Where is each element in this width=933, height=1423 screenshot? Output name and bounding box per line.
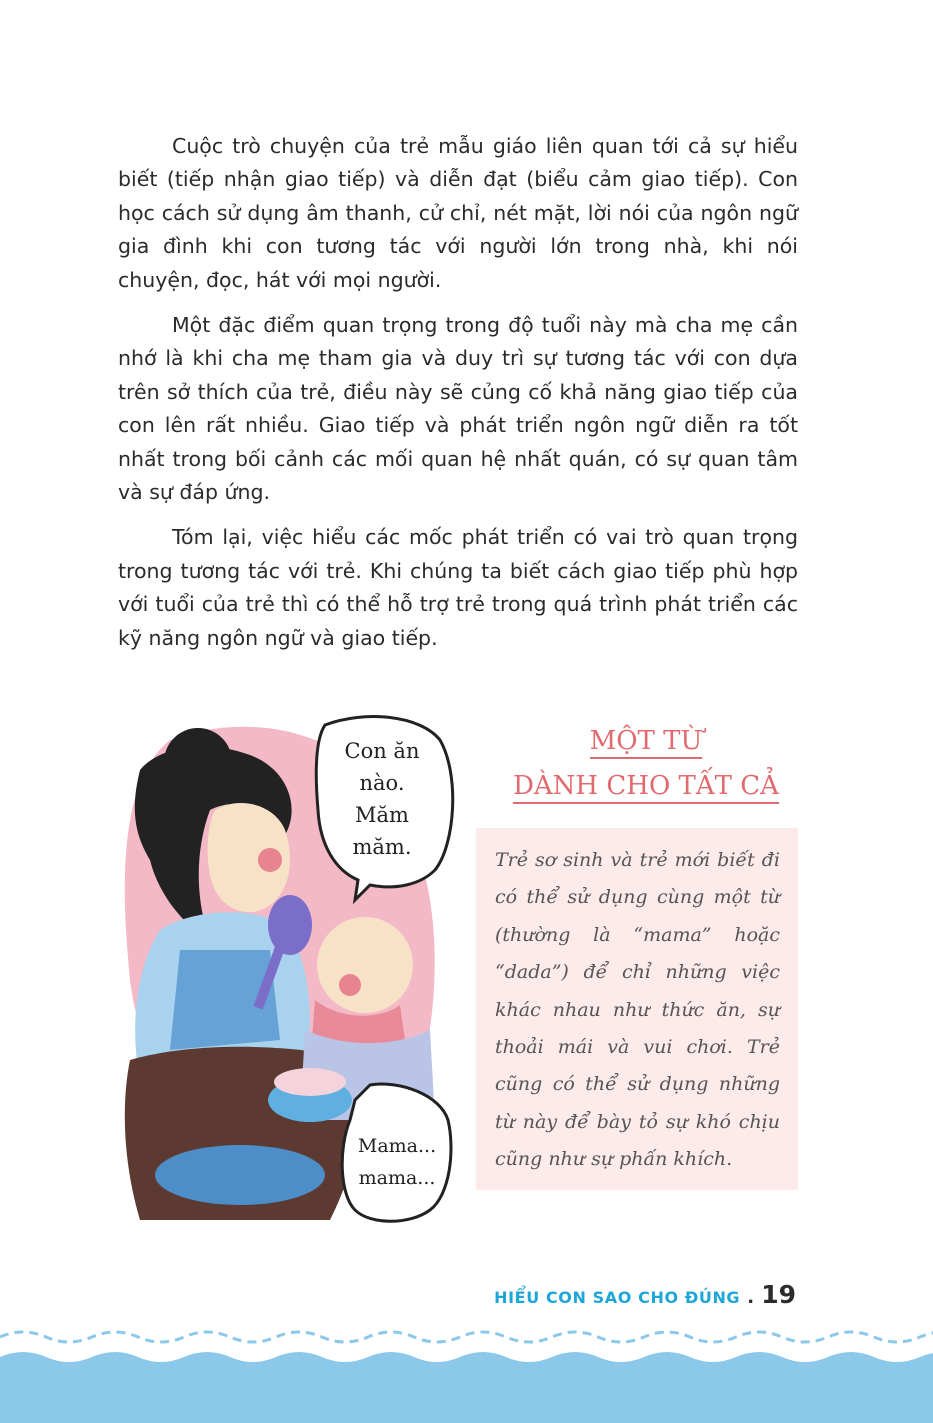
- mother-speech-line-4: măm.: [352, 835, 412, 859]
- book-title: HIỂU CON SAO CHO ĐÚNG: [494, 1288, 741, 1307]
- footer-separator: .: [747, 1287, 755, 1308]
- baby-speech-line-1: Mama...: [357, 1135, 437, 1157]
- body-text: [118, 130, 798, 667]
- dashed-wave-line: [0, 1332, 933, 1342]
- mother-speech-line-2: nào.: [359, 771, 405, 795]
- baby-cheek: [339, 974, 361, 996]
- running-footer: [494, 1280, 796, 1309]
- mother-speech-line-3: Măm: [355, 803, 409, 827]
- purple-spoon: [268, 895, 312, 955]
- baby-head: [317, 917, 413, 1013]
- rice: [274, 1068, 346, 1096]
- mother-feeding-baby-illustration: [100, 700, 460, 1240]
- blue-wave-fill: [0, 1352, 933, 1423]
- sidebar-title: [478, 720, 814, 810]
- mother-speech-line-1: Con ăn: [344, 739, 420, 763]
- paragraph-3: Tóm lại, việc hiểu các mốc phát triển có vai trò quan trọng trong tương tác với trẻ. Khi chúng ta biết cách giao tiếp phù hợp với tuổi của trẻ thì có thể hỗ trợ trẻ trong quá trình phát triển các kỹ năng ngôn ngữ và giao tiếp.: [118, 525, 798, 650]
- paragraph-2: Một đặc điểm quan trọng trong độ tuổi này mà cha mẹ cần nhớ là khi cha mẹ tham gia và duy trì sự tương tác với con dựa trên sở thích của trẻ, điều này sẽ củng cố khả năng giao tiếp của con lên rất nhiều. Giao tiếp và phát triển ngôn ngữ diễn ra tốt nhất trong bối cảnh các mối quan hệ nhất quán, có sự quan tâm và sự đáp ứng.: [118, 313, 798, 505]
- page-number: 19: [761, 1280, 796, 1309]
- bottom-wave-decoration: [0, 1325, 933, 1423]
- baby-speech-line-2: mama...: [358, 1167, 436, 1189]
- paragraph-1: Cuộc trò chuyện của trẻ mẫu giáo liên quan tới cả sự hiểu biết (tiếp nhận giao tiếp) và diễn đạt (biểu cảm giao tiếp). Con học cách sử dụng âm thanh, cử chỉ, nét mặt, lời nói của ngôn ngữ gia đình khi con tương tác với người lớn trong nhà, khi nói chuyện, đọc, hát với mọi người.: [118, 134, 798, 292]
- sidebar-text: Trẻ sơ sinh và trẻ mới biết đi có thể sử dụng cùng một từ (thường là “mama” hoặc “dada”) để chỉ những việc khác nhau như thức ăn, sự thoải mái và vui chơi. Trẻ cũng có thể sử dụng những từ này để bày tỏ sự khó chịu cũng như sự phấn khích.: [495, 849, 780, 1171]
- sidebar-title-line-1: MỘT TỪ: [590, 725, 703, 759]
- sidebar-box: [476, 828, 798, 1190]
- mother-hair-bun: [164, 728, 232, 796]
- mother-cheek: [258, 848, 282, 872]
- blue-pot: [155, 1145, 325, 1205]
- sidebar-title-line-2: DÀNH CHO TẤT CẢ: [513, 770, 779, 804]
